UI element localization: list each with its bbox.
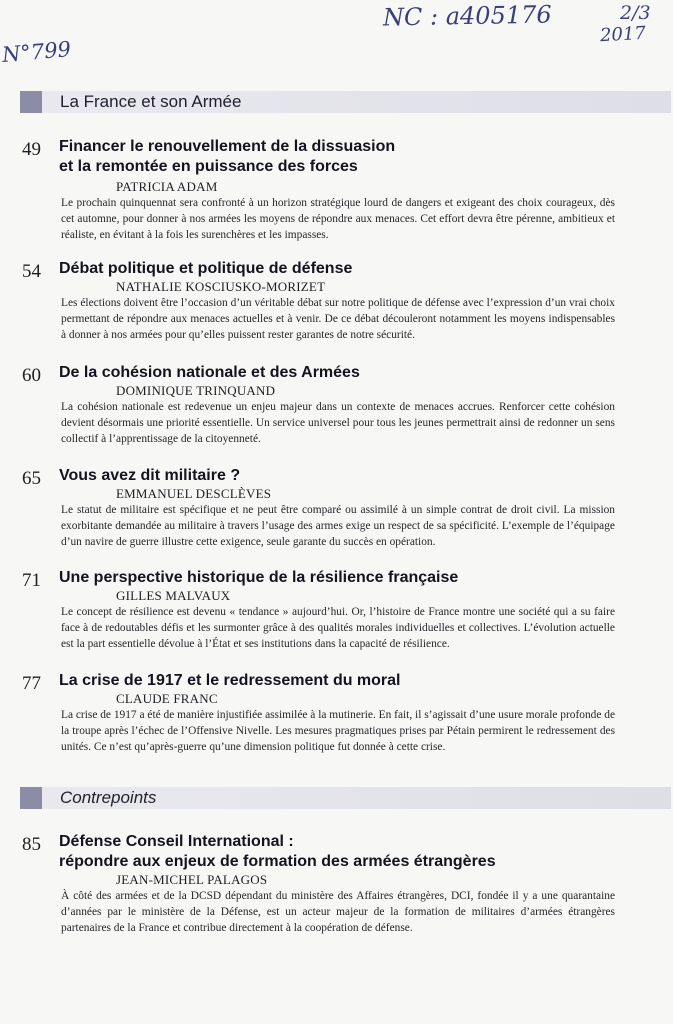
article-title: Défense Conseil International : répondre aux enjeux de formation des armées étrangères — [59, 833, 496, 870]
article-summary: Le prochain quinquennat sera confronté à un horizon stratégique lourd de dangers et exigeant des choix courageux, dès cet automne, pour donner à nos armées les moyens de répondre aux menaces. Cet effort devra être pérenne, ambitieux et réaliste, en évitant à la fois les surenchères et les impasses. — [61, 197, 615, 242]
section-header — [20, 787, 671, 809]
article-page-number: 77 — [22, 673, 41, 694]
article-title: Vous avez dit militaire ? — [59, 467, 241, 484]
article-summary: À côté des armées et de la DCSD dépendant du ministère des Affaires étrangères, DCI, fondée il y a une quarantaine d’années par le ministère de la Défense, est un acteur majeur de la formation de militaires d’armées étrangères partenaires de la France et contribue directement à la coopération de défense. — [61, 890, 615, 935]
article-summary: Le statut de militaire est spécifique et ne peut être comparé ou assimilé à un simple contrat de droit civil. La mission exorbitante demandée au militaire à travers l’usage des armes exige un respect de sa spécificité. L’exemple de l’équipage d’un navire de guerre illustre cette exigence, seule garante du succès en opération. — [61, 504, 615, 549]
section-title: Contrepoints — [60, 788, 157, 807]
article-author: CLAUDE FRANC — [116, 691, 218, 706]
article-title: Débat politique et politique de défense — [59, 260, 353, 277]
article-author: PATRICIA ADAM — [116, 179, 218, 194]
section-marker — [20, 787, 42, 809]
article-page-number: 60 — [22, 365, 41, 386]
handwritten-catalog-number: NC : a405176 — [382, 0, 552, 32]
article-author: DOMINIQUE TRINQUAND — [116, 383, 276, 398]
article-author: NATHALIE KOSCIUSKO-MORIZET — [116, 279, 326, 294]
article-author: EMMANUEL DESCLÈVES — [116, 486, 272, 501]
section-title: La France et son Armée — [60, 92, 242, 111]
article-page-number: 49 — [22, 139, 41, 160]
article-summary: La crise de 1917 a été de manière injustifiée assimilée à la mutinerie. En fait, il s’agissait d’une usure morale profonde de la troupe après l’échec de l’Offensive Nivelle. Les mesures pragmatiques prises par Pétain permirent le redressement des unités. Ce n’est qu’après-guerre qu’une dimension politique fut donnée à cette crise. — [61, 709, 615, 754]
article-page-number: 54 — [22, 261, 41, 282]
article-summary: Le concept de résilience est devenu « tendance » aujourd’hui. Or, l’histoire de France montre une société qui a su faire face à de redoutables défis et les surmonter grâce à des qualités morales individuelles et collectives. L’évolution actuelle est la part essentielle dévolue à l’État et ses institutions dans la capacité de résilience. — [61, 606, 615, 651]
article-title: Financer le renouvellement de la dissuasion et la remontée en puissance des forces — [59, 138, 396, 175]
handwritten-issue: 2/3 — [620, 2, 651, 24]
article-title: Une perspective historique de la résilience française — [59, 569, 459, 586]
article-author: JEAN-MICHEL PALAGOS — [116, 872, 268, 887]
article-summary: Les élections doivent être l’occasion d’un véritable débat sur notre politique de défense avec l’expression d’un vrai choix permettant de répondre aux menaces actuelles et à venir. De ce débat découleront notamment les moyens indispensables à donner à nos armées pour qu’elles puissent rester garantes de notre sécurité. — [61, 297, 615, 342]
article-title: De la cohésion nationale et des Armées — [59, 364, 360, 381]
section-header — [20, 91, 671, 113]
handwritten-year: 2017 — [599, 22, 647, 47]
article-author: GILLES MALVAUX — [116, 588, 231, 603]
handwritten-number: N°799 — [1, 37, 72, 67]
article-summary: La cohésion nationale est redevenue un enjeu majeur dans un contexte de menaces accrues. Renforcer cette cohésion devient désormais une priorité essentielle. Un service universel pour tous les jeunes permettrait ainsi de redonner un sens collectif à l’apprentissage de la citoyenneté. — [61, 401, 615, 446]
section-marker — [20, 91, 42, 113]
article-page-number: 65 — [22, 468, 41, 489]
article-page-number: 85 — [22, 834, 41, 855]
article-title: La crise de 1917 et le redressement du moral — [59, 672, 401, 689]
article-page-number: 71 — [22, 570, 41, 591]
